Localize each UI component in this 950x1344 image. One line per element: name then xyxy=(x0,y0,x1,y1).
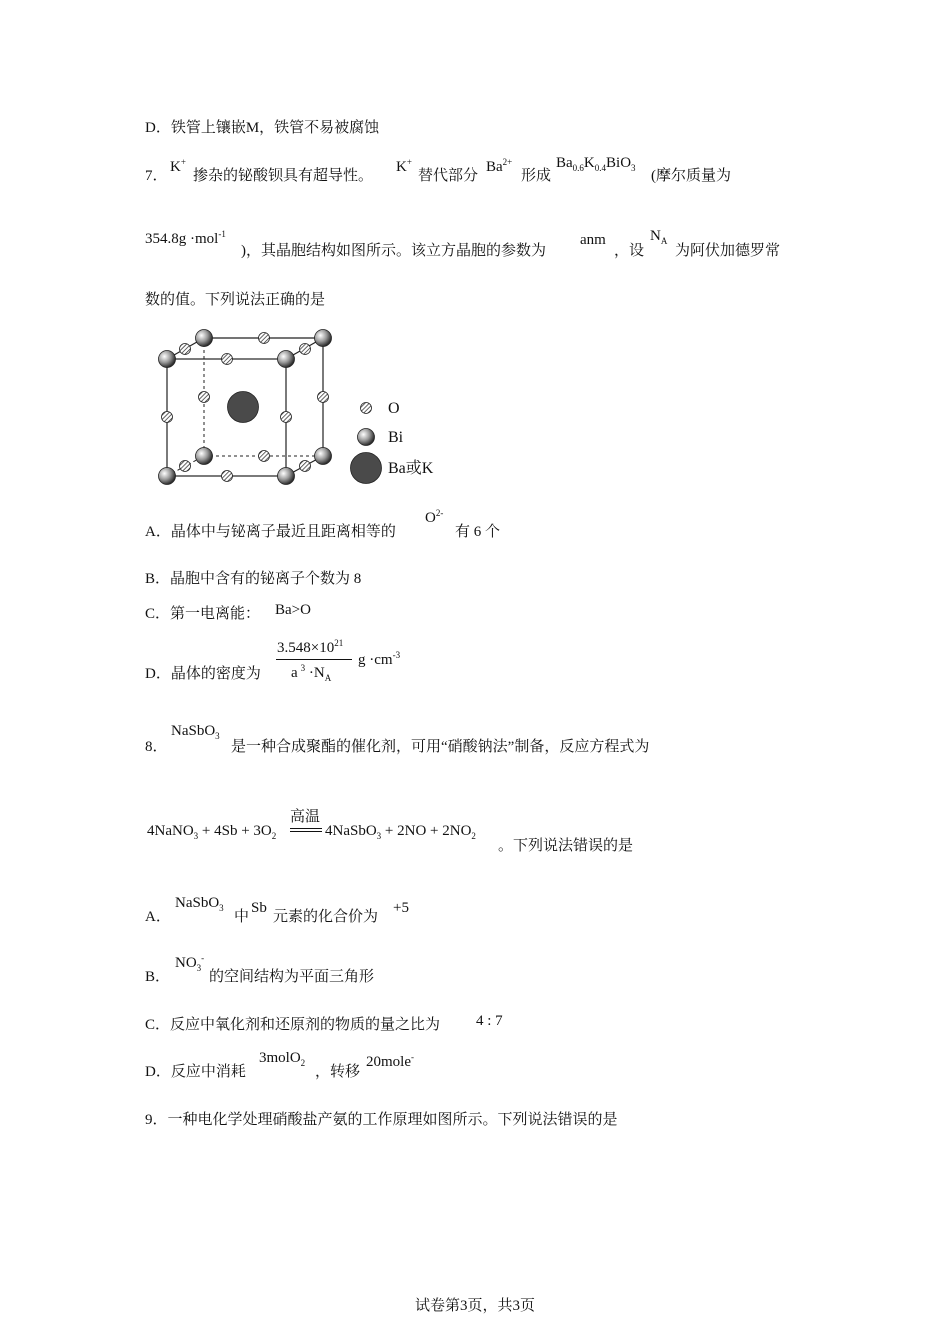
q7-text-3: 形成 xyxy=(521,168,552,184)
bi-atom xyxy=(278,351,295,368)
ba-k-atom xyxy=(228,392,259,423)
q9-question: 9．一种电化学处理硝酸盐产氨的工作原理如图所示。下列说法错误的是 xyxy=(145,1112,618,1128)
q8-equals-bar-2 xyxy=(290,831,322,832)
q7-text-4: (摩尔质量为 xyxy=(651,168,731,184)
o-atom xyxy=(180,344,191,355)
q7-text-2: 替代部分 xyxy=(418,168,479,184)
bi-atom xyxy=(159,351,176,368)
q8-option-d-text: ，转移 xyxy=(315,1064,361,1080)
q7-molar-mass: 354.8g ·mol$^{-1}$ xyxy=(145,229,226,247)
q6-option-d: D．铁管上镶嵌M，铁管不易被腐蚀 xyxy=(145,120,380,136)
legend-ba-icon xyxy=(351,453,382,484)
bi-atom xyxy=(196,448,213,465)
q8-option-a-label: A． xyxy=(145,909,171,925)
legend-o-label: O xyxy=(388,400,400,417)
bi-atom xyxy=(315,330,332,347)
q8-option-d: D．反应中消耗 xyxy=(145,1064,246,1080)
legend-bi-label: Bi xyxy=(388,429,404,446)
o-atom xyxy=(318,392,329,403)
q7-text-6: ，设 xyxy=(614,243,645,259)
q8-option-a-formula: NaSbO$_3$ xyxy=(175,895,224,913)
q8-option-a-value: +5 xyxy=(393,900,409,916)
q8-equals-bar-1 xyxy=(290,828,322,829)
q8-text-2: 。下列说法错误的是 xyxy=(498,838,634,854)
q8-option-b-label: B． xyxy=(145,969,171,985)
q8-option-a-sb: Sb xyxy=(251,900,267,916)
q8-option-d-value: 20mole- xyxy=(366,1052,414,1070)
q7-option-a: A．晶体中与铋离子最近且距离相等的 xyxy=(145,524,396,540)
o-atom xyxy=(259,333,270,344)
q7-option-a-end: 有 6 个 xyxy=(455,524,501,540)
q8-option-c-value: 4 : 7 xyxy=(476,1013,503,1029)
legend-ba-label: Ba或K xyxy=(388,460,434,477)
q7-option-c-value: Ba>O xyxy=(275,602,311,618)
q8-option-c: C．反应中氧化剂和还原剂的物质的量之比为 xyxy=(145,1017,441,1033)
o-atom xyxy=(199,392,210,403)
o-atom xyxy=(259,451,270,462)
q7-text-1: 掺杂的铋酸钡具有超导性。 xyxy=(193,168,374,184)
q7-ba-ion: $Ba^{2+}$ xyxy=(486,157,513,175)
o-atom xyxy=(281,412,292,423)
q7-formula: $Ba_{0.6}K_{0.4}BiO_3$ xyxy=(556,155,636,173)
o-atom xyxy=(300,344,311,355)
q7-k-ion-2: K+ xyxy=(396,157,412,175)
bi-atom xyxy=(159,468,176,485)
q7-text-5: )，其晶胞结构如图所示。该立方晶胞的参数为 xyxy=(241,243,546,259)
bi-atom xyxy=(315,448,332,465)
legend-o-icon xyxy=(361,403,372,414)
q8-equation-left: 4NaNO$_3$ + $4Sb + 3O_2$ xyxy=(147,823,277,841)
o-atom xyxy=(222,354,233,365)
q7-density-unit: $g \cdot cm^{-3}$ xyxy=(358,650,401,668)
q7-density-numerator: $3.548\times 10^{21}$ xyxy=(277,638,344,656)
legend-bi-icon xyxy=(358,429,375,446)
q7-density-fraction-bar xyxy=(276,659,352,660)
q7-density-denominator: a $^3 \cdot N_A$ xyxy=(291,663,332,683)
q7-text-7: 为阿伏加德罗常 xyxy=(675,243,781,259)
q8-option-d-formula: 3molO$_2$ xyxy=(259,1050,306,1068)
q8-formula: NaSbO$_3$ xyxy=(171,723,220,741)
q7-option-a-ion: $O^{2-}$ xyxy=(425,508,444,526)
q8-option-b-text: 的空间结构为平面三角形 xyxy=(209,969,375,985)
o-atom xyxy=(162,412,173,423)
q7-option-d: D．晶体的密度为 xyxy=(145,666,261,682)
q7-option-b: B．晶胞中含有的铋离子个数为 8 xyxy=(145,571,362,587)
bi-atom xyxy=(278,468,295,485)
q7-number: 7． xyxy=(145,168,168,184)
o-atom xyxy=(180,461,191,472)
page-footer: 试卷第3页，共3页 xyxy=(414,1298,535,1314)
q7-k-ion: K+ xyxy=(170,157,186,175)
o-atom xyxy=(222,471,233,482)
o-atom xyxy=(300,461,311,472)
bi-atom xyxy=(196,330,213,347)
q8-option-a-mid: 中 xyxy=(234,909,250,925)
q7-text-8: 数的值。下列说法正确的是 xyxy=(145,292,326,308)
q7-param: anm xyxy=(580,232,606,248)
q8-number: 8． xyxy=(145,739,168,755)
q7-avogadro: $N_A$ xyxy=(650,228,668,246)
q8-equation-right: 4NaSbO$_3$ + $2NO + 2NO_2$ xyxy=(325,823,476,841)
q8-option-b-formula: $NO_3^-$ xyxy=(175,953,205,973)
q7-option-c: C．第一电离能： xyxy=(145,606,261,622)
q8-condition: 高温 xyxy=(290,809,321,825)
q8-option-a-text: 元素的化合价为 xyxy=(273,909,379,925)
q8-text-1: 是一种合成聚酯的催化剂，可用“硝酸钠法”制备，反应方程式为 xyxy=(231,739,650,755)
